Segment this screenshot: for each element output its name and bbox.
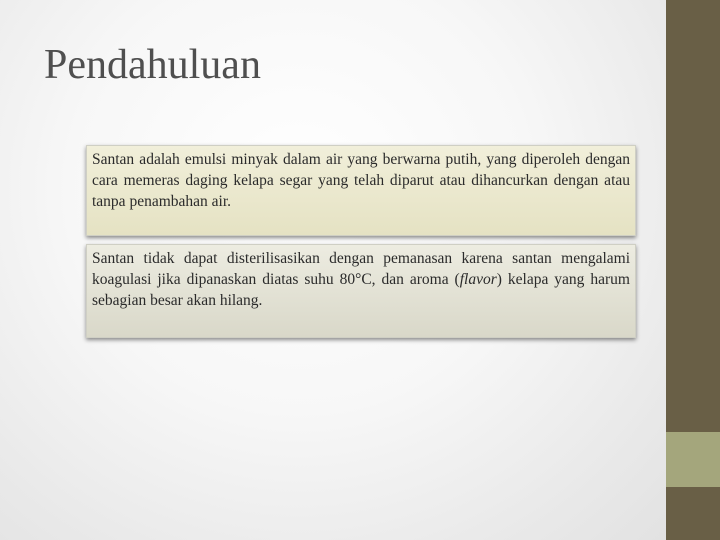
sterilization-text-part2: ) kelapa yang harum sebagian besar akan hilang.: [92, 271, 630, 309]
definition-text: Santan adalah emulsi minyak dalam air yang berwarna putih, yang diperoleh dengan cara memeras daging kelapa segar yang telah diparut atau dihancurkan dengan atau tanpa penambahan air.: [92, 151, 630, 210]
text-box-sterilization: [86, 244, 636, 338]
flavor-term: flavor: [459, 271, 497, 288]
text-box-definition: [86, 145, 636, 236]
slide-title: Pendahuluan: [44, 42, 261, 88]
sterilization-text-part1: Santan tidak dapat disterilisasikan dengan pemanasan karena santan mengalami koagulasi jika dipanaskan diatas suhu 80°C, dan aroma (: [92, 250, 630, 288]
sidebar-accent-block: [666, 432, 720, 487]
sterilization-text: [92, 248, 630, 311]
